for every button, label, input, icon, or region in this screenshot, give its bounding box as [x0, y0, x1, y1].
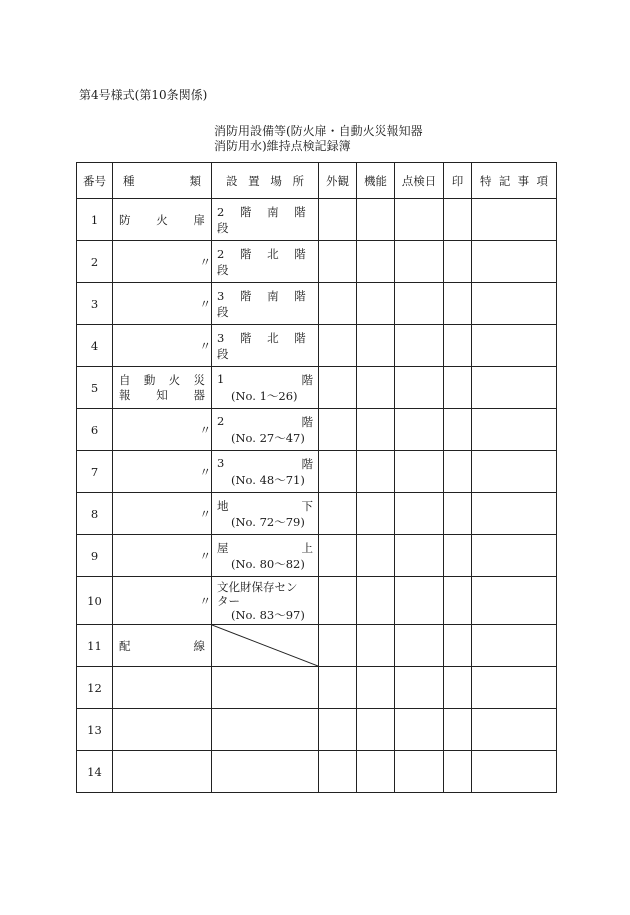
ditto-mark: 〃 [113, 577, 212, 625]
table-row [77, 241, 557, 283]
location-floor: 1 [217, 371, 225, 386]
row-number: 13 [77, 709, 113, 751]
equipment-type-cell[interactable] [113, 751, 212, 793]
row-number: 11 [77, 625, 113, 667]
location-cell [212, 283, 319, 325]
header-notes-char: 項 [536, 173, 548, 188]
notes-cell[interactable] [472, 751, 557, 793]
exterior-check-cell[interactable] [319, 409, 357, 451]
location-cell [212, 451, 319, 493]
seal-cell[interactable] [444, 493, 472, 535]
location-floor: 2 [217, 413, 225, 428]
detector-range: (No. 27〜47) [231, 430, 305, 445]
exterior-check-cell[interactable] [319, 577, 357, 625]
location-cell-struck [212, 625, 319, 667]
exterior-check-cell[interactable] [319, 493, 357, 535]
ditto-mark: 〃 [113, 283, 212, 325]
table-row [77, 535, 557, 577]
row-number: 7 [77, 451, 113, 493]
notes-cell[interactable] [472, 241, 557, 283]
location-floor: 3 [217, 455, 225, 470]
equipment-type-cell[interactable] [113, 667, 212, 709]
header-notes [472, 163, 557, 199]
seal-cell[interactable] [444, 283, 472, 325]
type-char: 災 [193, 372, 205, 387]
location-text: 3 階 南 階 段 [217, 288, 312, 319]
location-cell [212, 367, 319, 409]
inspection-date-cell[interactable] [395, 577, 444, 625]
seal-cell[interactable] [444, 325, 472, 367]
form-number-label: 第4号様式(第10条関係) [79, 88, 208, 102]
exterior-check-cell[interactable] [319, 367, 357, 409]
location-cell[interactable] [212, 751, 319, 793]
header-location [212, 163, 319, 199]
seal-cell[interactable] [444, 367, 472, 409]
location-name-cont: ター [217, 593, 240, 608]
location-name: 文化財保存セン [217, 579, 298, 594]
function-check-cell[interactable] [357, 535, 395, 577]
ditto-mark: 〃 [113, 535, 212, 577]
inspection-date-cell[interactable] [395, 709, 444, 751]
seal-cell[interactable] [444, 751, 472, 793]
type-char: 器 [193, 387, 205, 402]
notes-cell[interactable] [472, 667, 557, 709]
inspection-date-cell[interactable] [395, 325, 444, 367]
type-char: 火 [156, 212, 168, 227]
row-number: 4 [77, 325, 113, 367]
seal-cell[interactable] [444, 625, 472, 667]
type-char: 配 [119, 638, 131, 653]
detector-range: (No. 83〜97) [231, 607, 305, 622]
function-check-cell[interactable] [357, 283, 395, 325]
header-location-char: 置 [248, 173, 260, 188]
location-floor: 屋 [217, 540, 229, 555]
row-number: 14 [77, 751, 113, 793]
function-check-cell[interactable] [357, 199, 395, 241]
header-type [113, 163, 212, 199]
location-floor: 地 [217, 498, 229, 513]
seal-cell[interactable] [444, 241, 472, 283]
location-cell [212, 409, 319, 451]
exterior-check-cell[interactable] [319, 241, 357, 283]
row-number: 9 [77, 535, 113, 577]
header-inspection-date: 点検日 [395, 163, 444, 199]
title-line-2: 消防用水)維持点検記録簿 [214, 139, 351, 153]
inspection-record-table [76, 162, 557, 793]
location-cell[interactable] [212, 709, 319, 751]
exterior-check-cell[interactable] [319, 199, 357, 241]
notes-cell[interactable] [472, 535, 557, 577]
exterior-check-cell[interactable] [319, 283, 357, 325]
header-notes-char: 事 [517, 173, 530, 188]
function-check-cell[interactable] [357, 325, 395, 367]
notes-cell[interactable] [472, 325, 557, 367]
type-char: 知 [156, 387, 168, 402]
detector-range: (No. 80〜82) [231, 556, 305, 571]
row-number: 2 [77, 241, 113, 283]
location-cell [212, 241, 319, 283]
header-type-char: 種 [123, 173, 135, 188]
location-text: 2 階 北 階 段 [217, 246, 312, 277]
table-row [77, 451, 557, 493]
notes-cell[interactable] [472, 409, 557, 451]
seal-cell[interactable] [444, 199, 472, 241]
table-row [77, 367, 557, 409]
exterior-check-cell[interactable] [319, 625, 357, 667]
table-row [77, 667, 557, 709]
function-check-cell[interactable] [357, 751, 395, 793]
function-check-cell[interactable] [357, 367, 395, 409]
header-location-char: 所 [292, 173, 304, 188]
ditto-mark: 〃 [113, 241, 212, 283]
detector-range: (No. 48〜71) [231, 472, 305, 487]
table-row [77, 751, 557, 793]
function-check-cell[interactable] [357, 241, 395, 283]
row-number: 1 [77, 199, 113, 241]
table-row [77, 325, 557, 367]
type-char: 動 [143, 372, 156, 387]
location-text: 3 階 北 階 段 [217, 330, 312, 361]
seal-cell[interactable] [444, 535, 472, 577]
header-location-char: 場 [270, 173, 282, 188]
type-char: 報 [119, 387, 131, 402]
seal-cell[interactable] [444, 577, 472, 625]
equipment-type-cell [113, 367, 212, 409]
exterior-check-cell[interactable] [319, 709, 357, 751]
type-char: 火 [168, 372, 181, 387]
row-number: 8 [77, 493, 113, 535]
equipment-type-cell[interactable] [113, 709, 212, 751]
row-number: 10 [77, 577, 113, 625]
seal-cell[interactable] [444, 451, 472, 493]
diagonal-strike-line [212, 625, 318, 666]
type-char: 線 [193, 638, 205, 653]
inspection-date-cell[interactable] [395, 451, 444, 493]
table-row [77, 709, 557, 751]
inspection-date-cell[interactable] [395, 493, 444, 535]
location-floor-suffix: 階 [301, 456, 313, 471]
inspection-date-cell[interactable] [395, 367, 444, 409]
location-floor-suffix: 階 [301, 372, 313, 387]
ditto-mark: 〃 [113, 325, 212, 367]
row-number: 6 [77, 409, 113, 451]
exterior-check-cell[interactable] [319, 667, 357, 709]
row-number: 3 [77, 283, 113, 325]
inspection-date-cell[interactable] [395, 241, 444, 283]
header-exterior: 外観 [319, 163, 357, 199]
notes-cell[interactable] [472, 577, 557, 625]
inspection-date-cell[interactable] [395, 751, 444, 793]
inspection-date-cell[interactable] [395, 409, 444, 451]
function-check-cell[interactable] [357, 709, 395, 751]
location-cell [212, 199, 319, 241]
equipment-type-cell [113, 625, 212, 667]
location-floor-suffix: 階 [301, 414, 313, 429]
location-text: 2 階 南 階 段 [217, 204, 312, 235]
notes-cell[interactable] [472, 625, 557, 667]
equipment-type-cell [113, 199, 212, 241]
location-floor-suffix: 上 [301, 540, 313, 555]
table-row [77, 493, 557, 535]
inspection-date-cell[interactable] [395, 535, 444, 577]
function-check-cell[interactable] [357, 451, 395, 493]
location-floor-suffix: 下 [301, 498, 313, 513]
type-char: 扉 [193, 212, 205, 227]
notes-cell[interactable] [472, 493, 557, 535]
location-cell[interactable] [212, 667, 319, 709]
location-cell [212, 535, 319, 577]
type-char: 自 [119, 372, 131, 387]
ditto-mark: 〃 [113, 493, 212, 535]
row-number: 12 [77, 667, 113, 709]
detector-range: (No. 72〜79) [231, 514, 305, 529]
header-notes-char: 特 [480, 173, 492, 188]
header-notes-char: 記 [498, 173, 511, 188]
header-function: 機能 [357, 163, 395, 199]
notes-cell[interactable] [472, 199, 557, 241]
ditto-mark: 〃 [113, 409, 212, 451]
location-cell [212, 325, 319, 367]
function-check-cell[interactable] [357, 409, 395, 451]
ditto-mark: 〃 [113, 451, 212, 493]
inspection-date-cell[interactable] [395, 199, 444, 241]
function-check-cell[interactable] [357, 625, 395, 667]
table-row [77, 409, 557, 451]
title-line-1: 消防用設備等(防火扉・自動火災報知器 [214, 124, 423, 138]
table-row [77, 283, 557, 325]
exterior-check-cell[interactable] [319, 535, 357, 577]
location-cell [212, 577, 319, 625]
function-check-cell[interactable] [357, 667, 395, 709]
header-type-char: 類 [189, 173, 201, 188]
table-row [77, 625, 557, 667]
notes-cell[interactable] [472, 451, 557, 493]
header-seal: 印 [444, 163, 472, 199]
inspection-date-cell[interactable] [395, 625, 444, 667]
location-cell [212, 493, 319, 535]
exterior-check-cell[interactable] [319, 751, 357, 793]
seal-cell[interactable] [444, 667, 472, 709]
type-char: 防 [119, 212, 131, 227]
header-location-char: 設 [226, 173, 238, 188]
function-check-cell[interactable] [357, 577, 395, 625]
header-row [77, 163, 557, 199]
document-title [214, 124, 423, 154]
row-number: 5 [77, 367, 113, 409]
detector-range: (No. 1〜26) [231, 388, 298, 403]
seal-cell[interactable] [444, 409, 472, 451]
table-row [77, 577, 557, 625]
header-number: 番号 [77, 163, 113, 199]
exterior-check-cell[interactable] [319, 325, 357, 367]
exterior-check-cell[interactable] [319, 451, 357, 493]
seal-cell[interactable] [444, 709, 472, 751]
notes-cell[interactable] [472, 709, 557, 751]
notes-cell[interactable] [472, 367, 557, 409]
notes-cell[interactable] [472, 283, 557, 325]
function-check-cell[interactable] [357, 493, 395, 535]
table-row [77, 199, 557, 241]
inspection-date-cell[interactable] [395, 667, 444, 709]
inspection-date-cell[interactable] [395, 283, 444, 325]
